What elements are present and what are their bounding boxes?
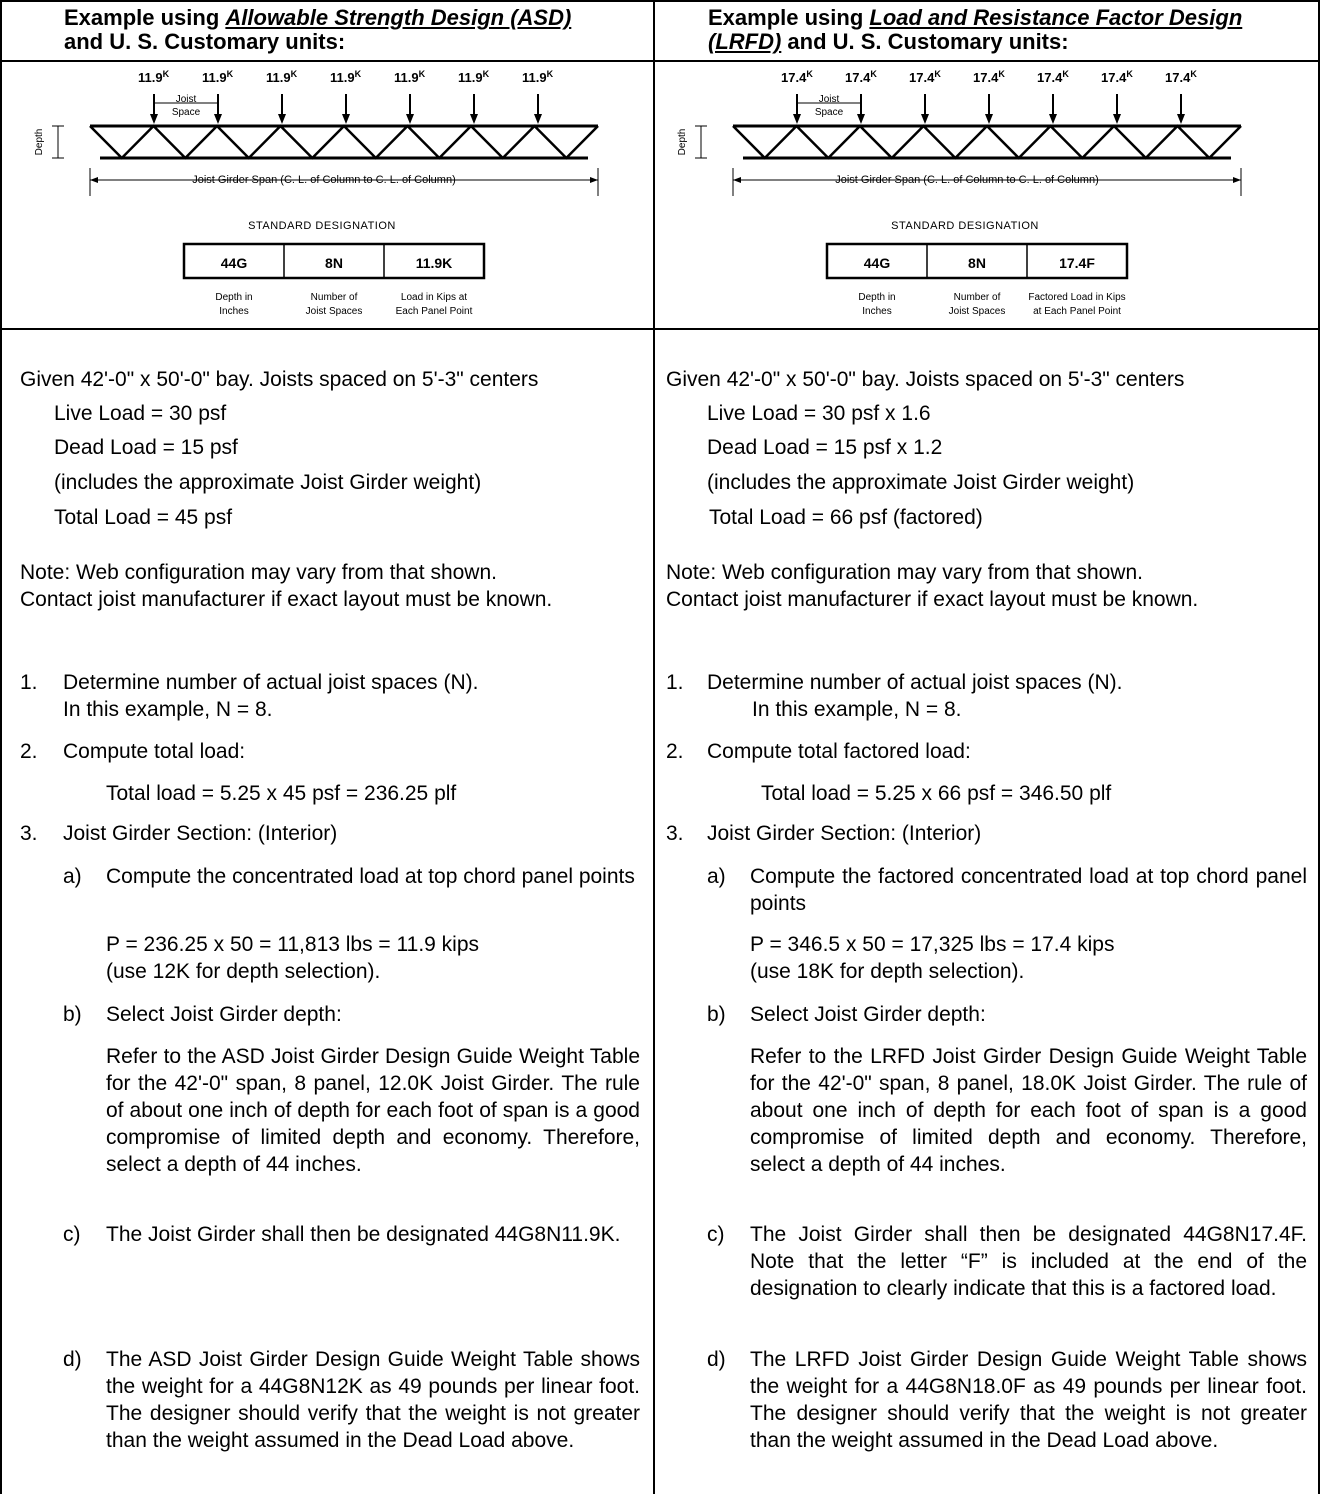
designation-caption: Factored Load in Kips [1028, 292, 1126, 303]
step-b-label: b) [707, 1003, 726, 1026]
designation-value: 11.9K [415, 255, 453, 271]
load-unit: K [354, 69, 362, 79]
load-arrow-head [1113, 114, 1121, 124]
load-arrow-head [921, 114, 929, 124]
load-value: 11.9 [138, 70, 163, 85]
load-value: 17.4 [973, 70, 999, 85]
step1-number: 1. [666, 671, 684, 694]
joist-space-label: Joist [818, 94, 840, 105]
panel-load-arrow [278, 94, 286, 124]
note-line2: Contact joist manufacturer if exact layout must be known. [20, 588, 553, 611]
step-a-label: a) [63, 865, 82, 888]
panel-load-label [909, 69, 941, 85]
load-unit: K [546, 69, 554, 79]
panel-load-label [330, 69, 362, 85]
step-b-label: b) [63, 1003, 82, 1026]
step-a-text: Compute the concentrated load at top chord panel points [106, 865, 635, 888]
step2-calc: Total load = 5.25 x 66 psf = 346.50 plf [761, 782, 1112, 805]
load-arrow-head [1049, 114, 1057, 124]
joist-space-label: Joist [175, 94, 197, 105]
load-unit: K [934, 69, 941, 79]
load-arrow-head [150, 114, 158, 124]
asd-joist-girder-diagram [20, 64, 640, 326]
step2-number: 2. [20, 740, 38, 763]
total-load: Total Load = 45 psf [54, 506, 233, 529]
load-unit: K [482, 69, 490, 79]
load-unit: K [1062, 69, 1069, 79]
step-b-text: Select Joist Girder depth: [750, 1003, 986, 1026]
load-value: 11.9 [202, 70, 227, 85]
load-value: 11.9 [330, 70, 355, 85]
designation-caption: at Each Panel Point [1033, 306, 1121, 317]
step-d-label: d) [707, 1348, 726, 1371]
designation-caption: Number of [953, 292, 1001, 303]
panel-load-label [202, 69, 234, 85]
step3-number: 3. [666, 822, 684, 845]
load-value: 11.9 [458, 70, 483, 85]
load-value: 17.4 [1101, 70, 1127, 85]
load-arrow-head [857, 114, 865, 124]
step1-example: In this example, N = 8. [63, 698, 273, 721]
load-arrow-head [534, 114, 542, 124]
load-arrow-head [470, 114, 478, 124]
given-text: Given 42'-0" x 50'-0" bay. Joists spaced on 5'-3" centers [666, 368, 1185, 391]
span-arrow-head [1233, 177, 1241, 183]
designation-caption: Number of [310, 292, 358, 303]
lrfd-joist-girder-diagram [663, 64, 1283, 326]
panel-load-label [845, 69, 877, 85]
header-emphasis: Load and Resistance Factor Design [869, 5, 1243, 30]
step-a-label: a) [707, 865, 726, 888]
load-value: 17.4 [1165, 70, 1191, 85]
load-value: 17.4 [909, 70, 935, 85]
panel-load-label [138, 69, 170, 85]
designation-caption: Depth in [858, 292, 896, 303]
load-arrow-head [214, 114, 222, 124]
load-unit: K [998, 69, 1005, 79]
step-b-paragraph: Refer to the ASD Joist Girder Design Guide Weight Table for the 42'-0" span, 8 panel, 12.0K Joist Girder. The rule of about one inch of depth for each foot of span is a good compromise of limited depth and economy. Therefore, select a depth of 44 inches. [106, 1045, 640, 1176]
span-arrow-head [90, 177, 98, 183]
panel-load-label [1165, 69, 1197, 85]
live-load: Live Load = 30 psf x 1.6 [707, 402, 931, 425]
header-line2: and U. S. Customary units: [64, 29, 346, 54]
step-c-label: c) [707, 1223, 725, 1246]
load-unit: K [418, 69, 426, 79]
load-arrow-head [793, 114, 801, 124]
step-d-text: The ASD Joist Girder Design Guide Weight Table shows the weight for a 44G8N12K as 49 pounds per linear foot. The designer should verify that the weight is not greater than the weight assumed in the Dead Load above. [106, 1348, 640, 1452]
step-d-text: The LRFD Joist Girder Design Guide Weight Table shows the weight for a 44G8N18.0F as 49 pounds per linear foot. The designer should verify that the weight is not greater than the weight assumed in the Dead Load above. [750, 1348, 1307, 1452]
step3-text: Joist Girder Section: (Interior) [63, 822, 338, 845]
step3-text: Joist Girder Section: (Interior) [707, 822, 982, 845]
step-b-text: Select Joist Girder depth: [106, 1003, 342, 1026]
step-a-text: Compute the factored concentrated load at top chord panel points [750, 865, 1307, 915]
load-arrow-head [406, 114, 414, 124]
web-members [90, 126, 598, 158]
given-text: Given 42'-0" x 50'-0" bay. Joists spaced on 5'-3" centers [20, 368, 539, 391]
step1-text: Determine number of actual joist spaces (N). [63, 671, 479, 694]
designation-caption: Joist Spaces [948, 306, 1006, 317]
step1-number: 1. [20, 671, 38, 694]
note-line1: Note: Web configuration may vary from that shown. [20, 561, 497, 584]
load-arrow-head [342, 114, 350, 124]
asd-column [0, 0, 653, 1494]
load-unit: K [162, 69, 170, 79]
step2-calc: Total load = 5.25 x 45 psf = 236.25 plf [106, 782, 457, 805]
panel-load-label [1037, 69, 1069, 85]
panel-load-label [1101, 69, 1133, 85]
span-label: Joist Girder Span (C. L. of Column to C. L. of Column) [192, 174, 456, 186]
step-a-calc2: (use 12K for depth selection). [106, 960, 381, 983]
load-arrow-head [985, 114, 993, 124]
step-c-label: c) [63, 1223, 81, 1246]
total-load: Total Load = 66 psf (factored) [709, 506, 983, 529]
panel-load-label [973, 69, 1005, 85]
joist-space-label: Space [171, 107, 201, 118]
panel-load-arrow [921, 94, 929, 124]
load-unit: K [806, 69, 813, 79]
span-arrow-head [733, 177, 741, 183]
load-value: 11.9 [522, 70, 547, 85]
step-b-paragraph: Refer to the LRFD Joist Girder Design Guide Weight Table for the 42'-0" span, 8 panel, 18.0K Joist Girder. The rule of about one inch of depth for each foot of span is a good compromise of limited depth and economy. Therefore, select a depth of 44 inches. [750, 1045, 1307, 1176]
designation-caption: Each Panel Point [395, 306, 473, 317]
includes-note: (includes the approximate Joist Girder weight) [707, 471, 1135, 494]
live-load: Live Load = 30 psf [54, 402, 227, 425]
designation-caption: Depth in [215, 292, 253, 303]
header-emphasis-2: (LRFD) [708, 29, 782, 54]
web-members [733, 126, 1241, 158]
header-text: Example using [708, 5, 870, 30]
designation-value: 8N [968, 255, 986, 271]
load-value: 17.4 [781, 70, 807, 85]
panel-load-label [266, 69, 298, 85]
designation-value: 17.4F [1059, 255, 1095, 271]
step2-number: 2. [666, 740, 684, 763]
load-unit: K [226, 69, 234, 79]
panel-load-arrow [793, 94, 801, 124]
load-value: 17.4 [845, 70, 871, 85]
step-a-calc1: P = 236.25 x 50 = 11,813 lbs = 11.9 kips [106, 933, 480, 956]
step-c-text: The Joist Girder shall then be designated 44G8N17.4F. Note that the letter “F” is included at the end of the designation to clearly indicate that this is a factored load. [750, 1223, 1307, 1300]
load-unit: K [870, 69, 877, 79]
step2-text: Compute total factored load: [707, 740, 971, 763]
panel-load-arrow [342, 94, 350, 124]
step1-text: Determine number of actual joist spaces (N). [707, 671, 1123, 694]
step-c-text: The Joist Girder shall then be designated 44G8N11.9K. [106, 1223, 621, 1246]
panel-load-arrow [150, 94, 158, 124]
panel-load-arrow [406, 94, 414, 124]
standard-designation-label: STANDARD DESIGNATION [891, 220, 1039, 232]
load-value: 17.4 [1037, 70, 1063, 85]
lrfd-column [655, 0, 1318, 1494]
designation-value: 44G [863, 255, 891, 271]
step2-text: Compute total load: [63, 740, 246, 763]
designation-caption: Joist Spaces [305, 306, 363, 317]
step1-example: In this example, N = 8. [752, 698, 962, 721]
panel-load-arrow [1049, 94, 1057, 124]
includes-note: (includes the approximate Joist Girder weight) [54, 471, 482, 494]
load-value: 11.9 [394, 70, 419, 85]
span-label: Joist Girder Span (C. L. of Column to C. L. of Column) [835, 174, 1099, 186]
step-a-calc2: (use 18K for depth selection). [750, 960, 1025, 983]
panel-load-arrow [857, 94, 865, 124]
asd-header [64, 6, 571, 54]
designation-caption: Load in Kips at [400, 292, 468, 303]
load-value: 11.9 [266, 70, 291, 85]
joist-space-label: Space [814, 107, 844, 118]
load-arrow-head [278, 114, 286, 124]
panel-load-label [394, 69, 426, 85]
header-emphasis: Allowable Strength Design (ASD) [225, 5, 572, 30]
panel-load-arrow [534, 94, 542, 124]
designation-caption: Inches [219, 306, 249, 317]
header-text: Example using [64, 5, 226, 30]
step-d-label: d) [63, 1348, 82, 1371]
panel-load-arrow [985, 94, 993, 124]
dead-load: Dead Load = 15 psf x 1.2 [707, 436, 943, 459]
panel-load-label [781, 69, 813, 85]
panel-load-arrow [1113, 94, 1121, 124]
depth-label: Depth [34, 128, 45, 156]
designation-value: 44G [220, 255, 248, 271]
note-line2: Contact joist manufacturer if exact layout must be known. [666, 588, 1199, 611]
panel-load-arrow [470, 94, 478, 124]
step3-number: 3. [20, 822, 38, 845]
lrfd-header [708, 6, 1242, 54]
panel-load-label [522, 69, 554, 85]
load-unit: K [1190, 69, 1197, 79]
panel-load-arrow [1177, 94, 1185, 124]
designation-value: 8N [325, 255, 343, 271]
dead-load: Dead Load = 15 psf [54, 436, 238, 459]
note-line1: Note: Web configuration may vary from that shown. [666, 561, 1143, 584]
load-unit: K [1126, 69, 1133, 79]
depth-label: Depth [677, 128, 688, 156]
step-a-calc1: P = 346.5 x 50 = 17,325 lbs = 17.4 kips [750, 933, 1115, 956]
header-line2: and U. S. Customary units: [781, 29, 1069, 54]
panel-load-label [458, 69, 490, 85]
span-arrow-head [590, 177, 598, 183]
panel-load-arrow [214, 94, 222, 124]
designation-caption: Inches [862, 306, 892, 317]
load-unit: K [290, 69, 298, 79]
standard-designation-label: STANDARD DESIGNATION [248, 220, 396, 232]
load-arrow-head [1177, 114, 1185, 124]
